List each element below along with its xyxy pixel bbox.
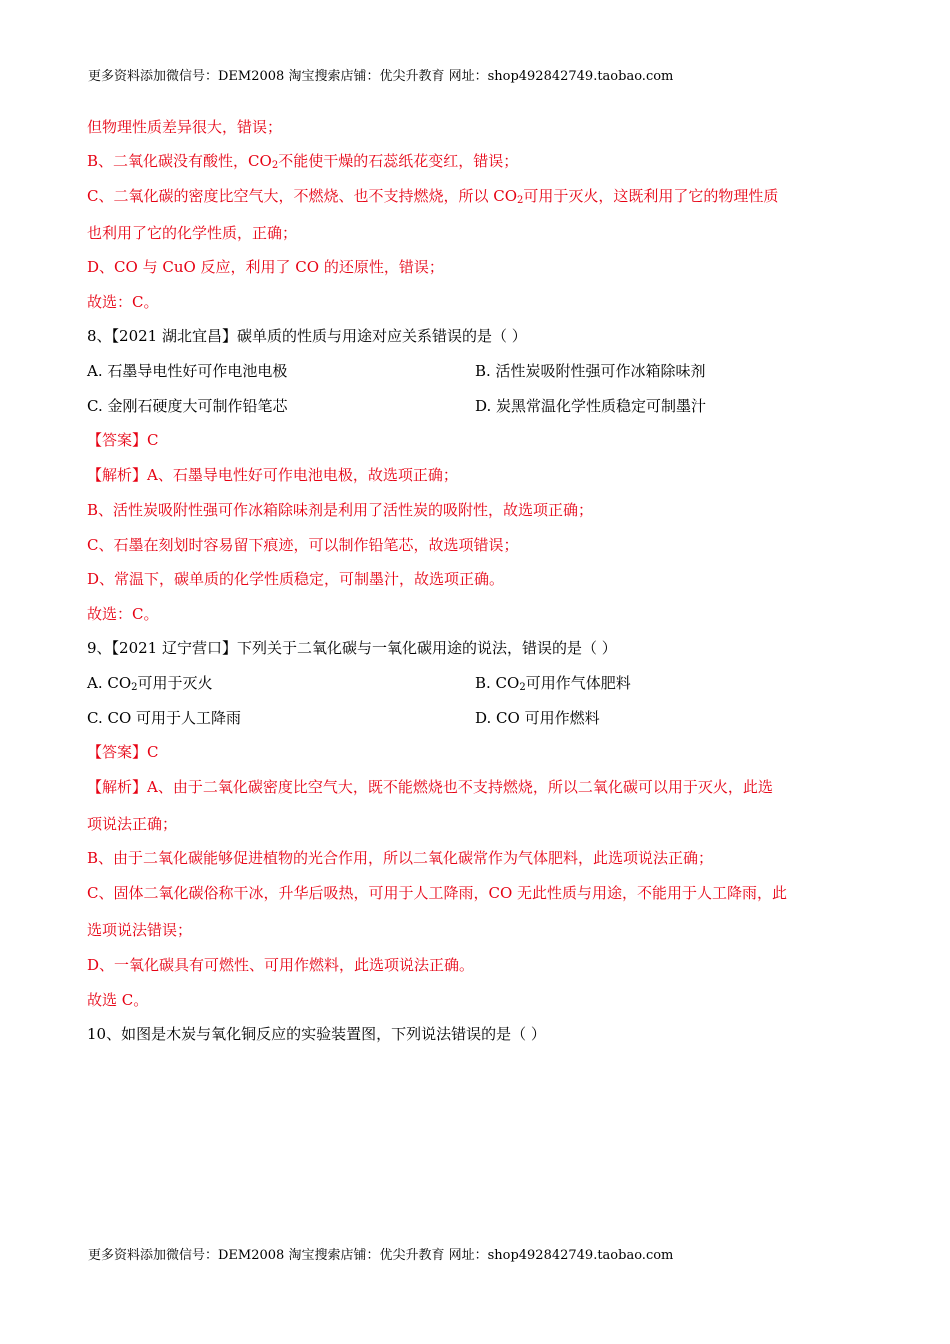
q8-explain-line-c: C、石墨在刻划时容易留下痕迹，可以制作铅笔芯，故选项错误； [87,536,519,554]
text: C、二氧化碳的密度比空气大，不燃烧、也不支持燃烧，所以 CO [87,187,518,205]
subscript: 2 [517,195,524,206]
q10-stem: 10、如图是木炭与氧化铜反应的实验装置图，下列说法错误的是（ ） [87,1025,546,1043]
text: 可用作气体肥料 [525,674,631,692]
q8-conclusion: 故选：C。 [87,605,159,623]
q7-explain-line-d: D、CO 与 CuO 反应，利用了 CO 的还原性，错误； [87,258,444,276]
text: B. CO [475,674,520,692]
q9-stem: 9、【2021 辽宁营口】下列关于二氧化碳与一氧化碳用途的说法，错误的是（ ） [87,639,617,657]
q8-option-b: B. 活性炭吸附性强可作冰箱除味剂 [475,362,706,380]
q7-conclusion: 故选：C。 [87,293,159,311]
q9-explain-line-d: D、一氧化碳具有可燃性、可用作燃料，此选项说法正确。 [87,956,475,974]
q7-explain-line-c [87,186,778,206]
q7-explain-line-b [87,151,518,171]
subscript: 2 [271,160,279,171]
q7-explain-line-c-cont: 也利用了它的化学性质，正确； [87,224,298,242]
q8-explain-line-a: 【解析】A、石墨导电性好可作电池电极，故选项正确； [87,466,458,484]
q7-explain-line-1: 但物理性质差异很大，错误； [87,118,283,136]
q9-conclusion: 故选 C。 [87,991,149,1009]
q8-answer: 【答案】C [87,431,159,449]
text: 可用于灭火 [137,674,213,692]
page-footer: 更多资料添加微信号：DEM2008 淘宝搜索店铺：优尖升教育 网址：shop492842749.taobao.com [88,1248,674,1263]
q8-stem: 8、【2021 湖北宜昌】碳单质的性质与用途对应关系错误的是（ ） [87,327,527,345]
q8-explain-line-d: D、常温下，碳单质的化学性质稳定，可制墨汁，故选项正确。 [87,570,505,588]
q8-option-a: A. 石墨导电性好可作电池电极 [87,362,288,380]
q9-option-c: C. CO 可用于人工降雨 [87,709,242,727]
page-header: 更多资料添加微信号：DEM2008 淘宝搜索店铺：优尖升教育 网址：shop492842749.taobao.com [88,69,674,84]
subscript: 2 [131,682,138,693]
q9-option-b [475,673,631,693]
text: A. CO [87,674,132,692]
text: 可用于灭火，这既利用了它的物理性质 [523,187,779,205]
q9-explain-line-a: 【解析】A、由于二氧化碳密度比空气大，既不能燃烧也不支持燃烧，所以二氧化碳可以用于灭火，此选 [87,778,773,796]
subscript: 2 [519,682,526,693]
q8-option-c: C. 金刚石硬度大可制作铅笔芯 [87,397,288,415]
q9-option-a [87,673,213,693]
q9-explain-line-a-cont: 项说法正确； [87,815,178,833]
q9-explain-line-b: B、由于二氧化碳能够促进植物的光合作用，所以二氧化碳常作为气体肥料，此选项说法正确； [87,849,714,867]
text: 不能使干燥的石蕊纸花变红，错误； [278,152,519,170]
q9-answer: 【答案】C [87,743,159,761]
text: B、二氧化碳没有酸性，CO [87,152,272,170]
q9-option-d: D. CO 可用作燃料 [475,709,600,727]
q9-explain-line-c-cont: 选项说法错误； [87,921,193,939]
q8-option-d: D. 炭黑常温化学性质稳定可制墨汁 [475,397,707,415]
q9-explain-line-c: C、固体二氧化碳俗称干冰，升华后吸热，可用于人工降雨，CO 无此性质与用途，不能用于人工降雨，此 [87,884,788,902]
q8-explain-line-b: B、活性炭吸附性强可作冰箱除味剂是利用了活性炭的吸附性，故选项正确； [87,501,594,519]
